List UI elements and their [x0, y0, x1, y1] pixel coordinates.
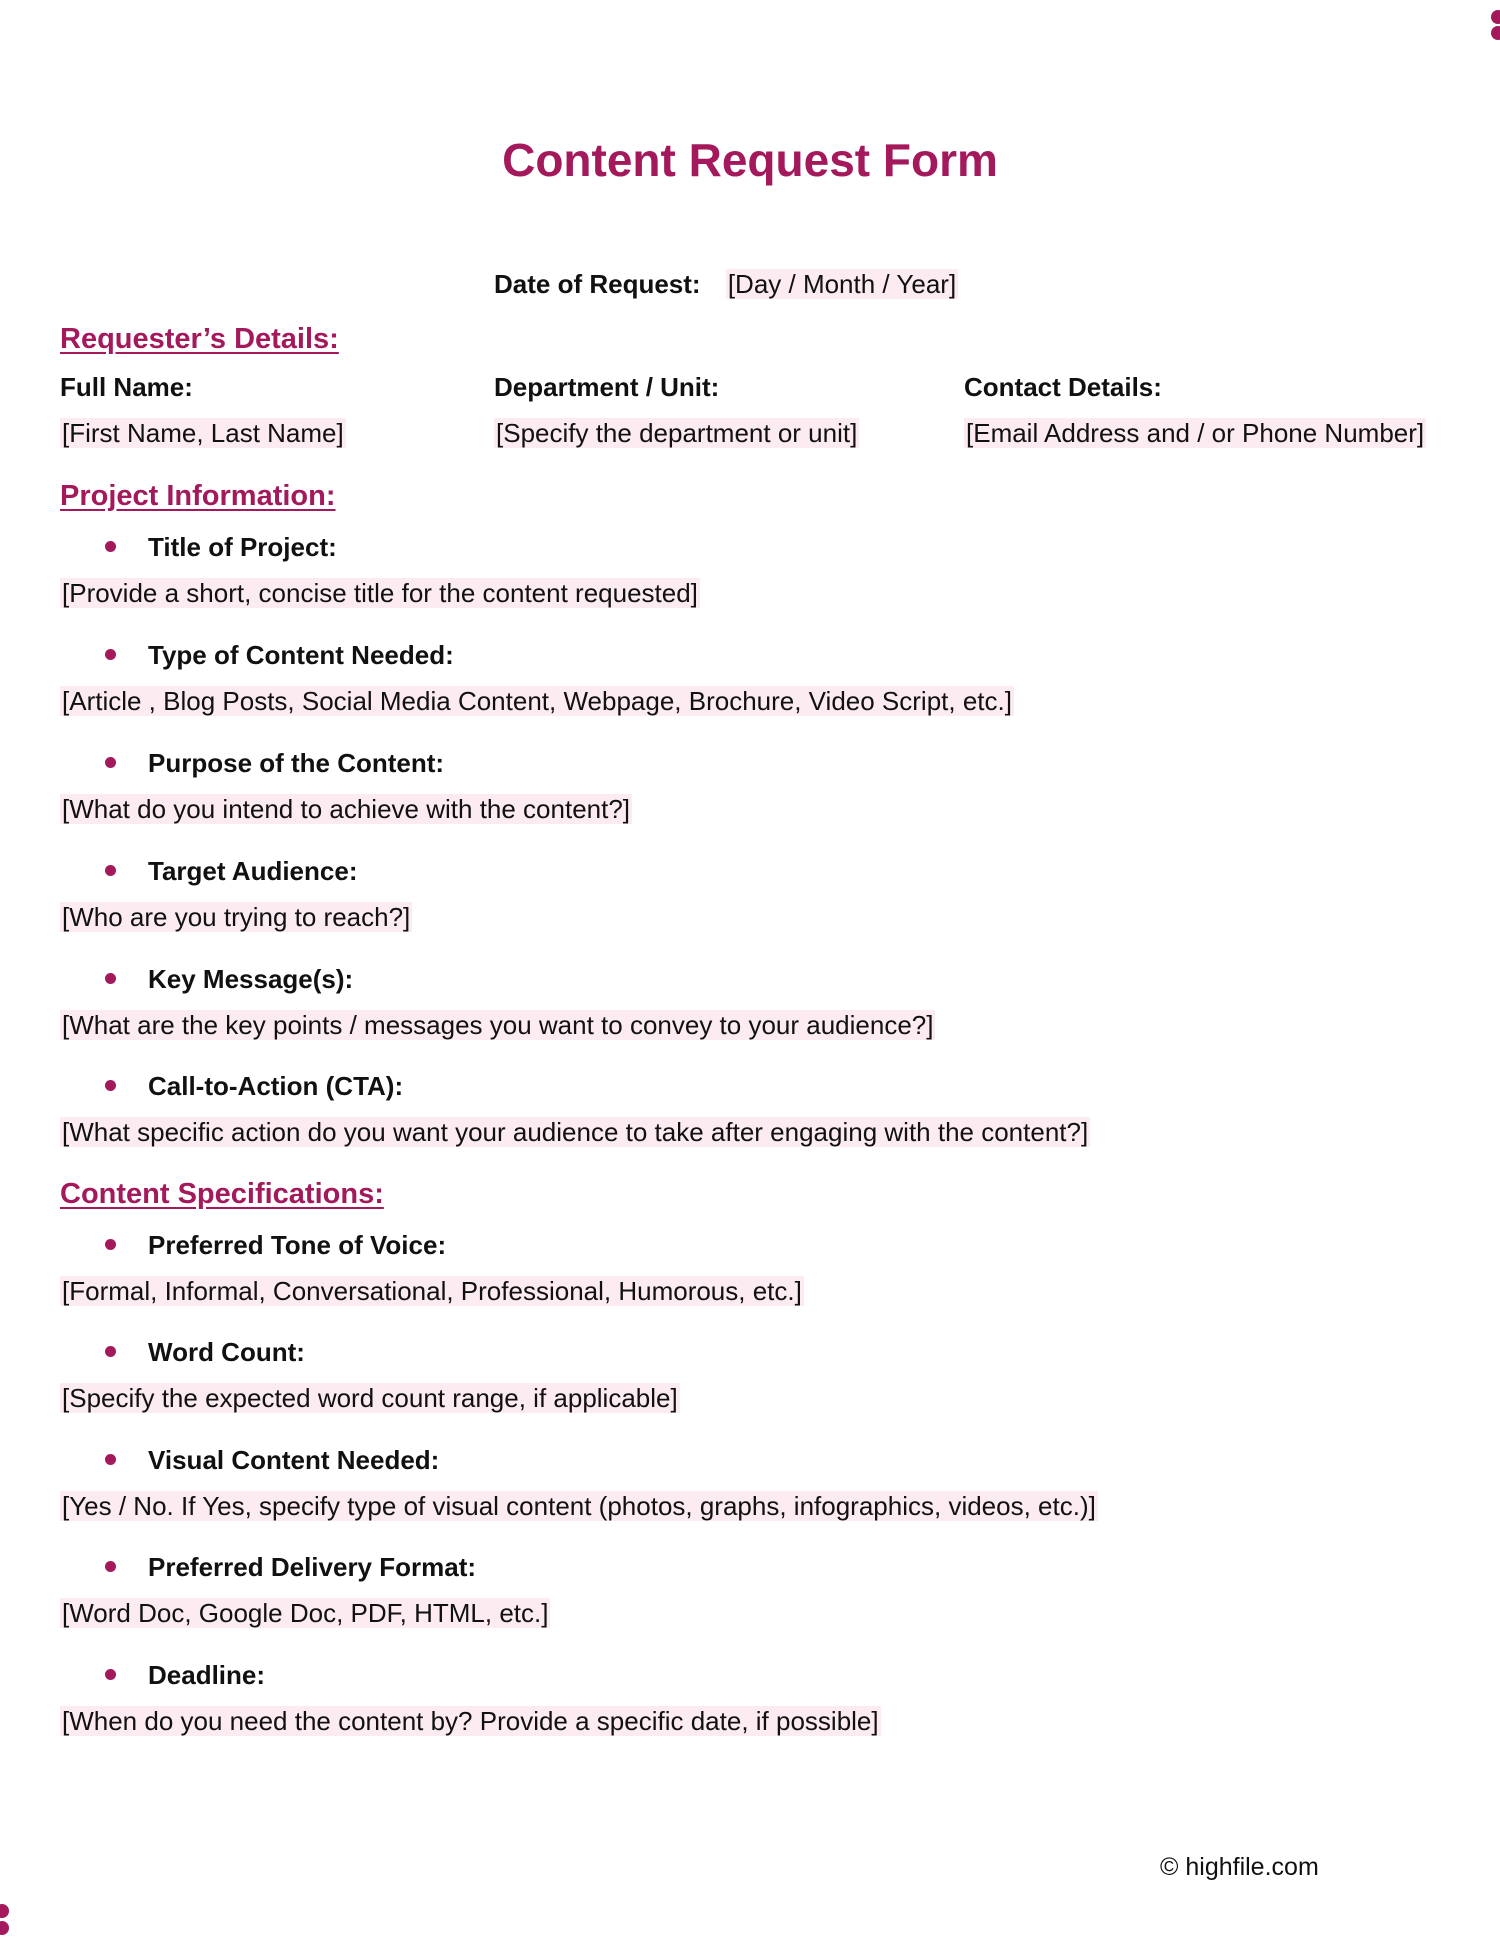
corner-dot-decoration — [0, 1921, 9, 1935]
bullet-icon — [105, 1669, 116, 1680]
cta-field[interactable]: [What specific action do you want your audience to take after engaging with the content?] — [62, 1117, 1089, 1147]
corner-dot-decoration — [1491, 26, 1500, 40]
bullet-icon — [105, 541, 116, 552]
field-label: Target Audience: — [148, 856, 358, 886]
copyright-text: © highfile.com — [1160, 1853, 1319, 1881]
delivery-format-field[interactable]: [Word Doc, Google Doc, PDF, HTML, etc.] — [62, 1598, 549, 1628]
project-information-heading: Project Information: — [60, 480, 336, 512]
project-field-cta — [60, 1066, 1460, 1152]
field-label: Call-to-Action (CTA): — [148, 1071, 404, 1101]
bullet-icon — [105, 1454, 116, 1465]
field-label: Title of Project: — [148, 532, 337, 562]
specs-field-tone — [60, 1225, 1460, 1311]
full-name-field[interactable] — [60, 413, 346, 453]
deadline-field[interactable]: [When do you need the content by? Provide a specific date, if possible] — [62, 1706, 879, 1736]
field-label: Deadline: — [148, 1660, 266, 1690]
specs-field-visual — [60, 1440, 1460, 1526]
contact-details-field[interactable] — [964, 413, 1426, 453]
bullet-icon — [105, 973, 116, 984]
project-field-purpose — [60, 743, 1460, 829]
word-count-field[interactable]: [Specify the expected word count range, if applicable] — [62, 1383, 678, 1413]
key-messages-field[interactable]: [What are the key points / messages you want to convey to your audience?] — [62, 1010, 934, 1040]
type-of-content-field[interactable]: [Article , Blog Posts, Social Media Content, Webpage, Brochure, Video Script, etc.] — [62, 686, 1012, 716]
date-of-request-label: Date of Request: — [494, 269, 701, 299]
bullet-icon — [105, 1080, 116, 1091]
corner-dot-decoration — [1491, 10, 1500, 24]
bullet-icon — [105, 1561, 116, 1572]
field-label: Type of Content Needed: — [148, 640, 454, 670]
department-label: Department / Unit: — [494, 372, 720, 402]
content-specifications-heading: Content Specifications: — [60, 1178, 384, 1210]
specs-field-delivery — [60, 1547, 1460, 1633]
date-of-request-field[interactable]: [Day / Month / Year] — [727, 269, 957, 299]
field-label: Preferred Tone of Voice: — [148, 1230, 447, 1260]
title-of-project-field[interactable]: [Provide a short, concise title for the content requested] — [62, 578, 698, 608]
field-label: Purpose of the Content: — [148, 748, 445, 778]
field-label: Key Message(s): — [148, 964, 354, 994]
date-of-request-row — [494, 264, 958, 304]
page-title: Content Request Form — [502, 134, 998, 186]
bullet-icon — [105, 865, 116, 876]
requester-details-heading: Requester’s Details: — [60, 323, 339, 355]
bullet-icon — [105, 1346, 116, 1357]
bullet-icon — [105, 757, 116, 768]
visual-content-field[interactable]: [Yes / No. If Yes, specify type of visual content (photos, graphs, infographics, videos, etc.)] — [62, 1491, 1096, 1521]
project-field-type — [60, 635, 1460, 721]
target-audience-field[interactable]: [Who are you trying to reach?] — [62, 902, 411, 932]
bullet-icon — [105, 1239, 116, 1250]
project-field-audience — [60, 851, 1460, 937]
project-field-title — [60, 527, 1460, 613]
department-field[interactable] — [494, 413, 859, 453]
field-label: Preferred Delivery Format: — [148, 1552, 477, 1582]
field-label: Word Count: — [148, 1337, 305, 1367]
bullet-icon — [105, 649, 116, 660]
project-field-key-messages — [60, 959, 1460, 1045]
full-name-placeholder[interactable]: [First Name, Last Name] — [62, 418, 344, 448]
specs-field-deadline — [60, 1655, 1460, 1741]
purpose-field[interactable]: [What do you intend to achieve with the content?] — [62, 794, 631, 824]
field-label: Visual Content Needed: — [148, 1445, 440, 1475]
full-name-label: Full Name: — [60, 372, 193, 402]
contact-details-label: Contact Details: — [964, 372, 1162, 402]
corner-dot-decoration — [0, 1904, 9, 1918]
contact-details-placeholder[interactable]: [Email Address and / or Phone Number] — [966, 418, 1425, 448]
department-placeholder[interactable]: [Specify the department or unit] — [496, 418, 858, 448]
tone-of-voice-field[interactable]: [Formal, Informal, Conversational, Professional, Humorous, etc.] — [62, 1276, 802, 1306]
specs-field-word-count — [60, 1332, 1460, 1418]
